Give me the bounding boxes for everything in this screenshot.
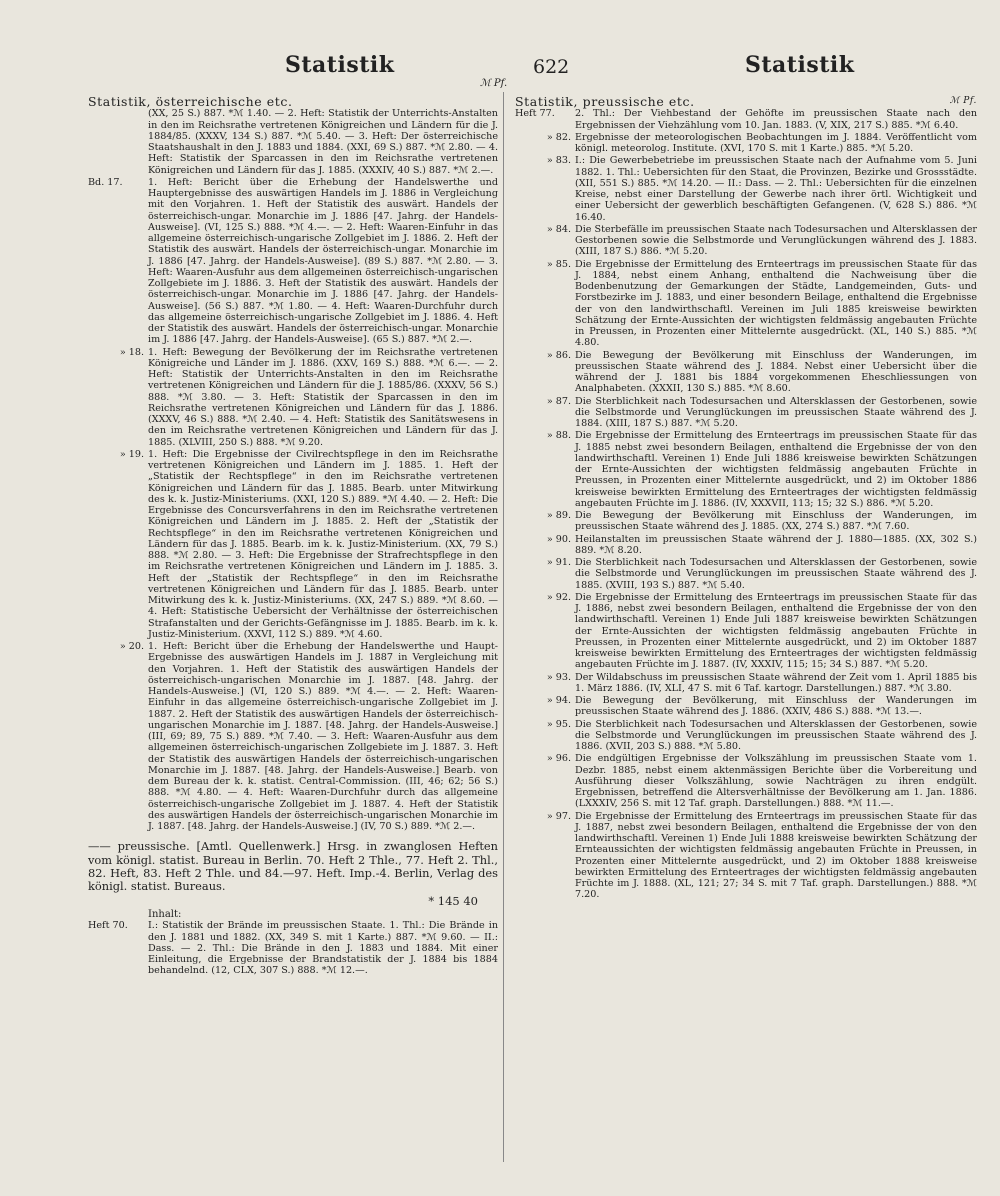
entry-text: Heilanstalten im preussischen Staate während der J. 1880—1885. (XX, 302 S.) 889. *ℳ 8.20. [575,533,977,556]
entry [515,108,977,131]
entry-text: Die Ergebnisse der Ermittelung des Ernteertrags im preussischen Staate für das J. 1886, nebst zwei besondern Beilagen, enthaltend die Ergebnisse der von den landwirthschaftl. Vereinen 1) Ende Juli 1887 kreisweise bewirkten Schätzungen der Ernte-Aussichten der wichtigsten feldmässig angebauten Früchte in Preussen, in Prozenten einer Mittelernte ausgedrückt, und 2) im Oktober 1887 kreisweise bewirkten Ermittelung des Ernteertrages der wichtigsten feldmässig angebauten Früchte im J. 1887. (IV, XXXIV, 115; 15; 34 S.) 887. *ℳ 5.20. [575,591,977,671]
entry-label: » 97. [546,810,571,822]
right-subheading [515,96,977,107]
entry-label: » 87. [546,395,571,407]
entry-text: (XX, 25 S.) 887. *ℳ 1.40. — 2. Heft: Statistik der Unterrichts-Anstalten in den im Reichsrathe vertretenen Königreichen und Ländern für die J. 1884/85. (XXXV, 134 S.) 887. *ℳ 5.40. — 3. Heft: Der österreichische Staatshaushalt in den J. 1883 und 1884. (XXI, 69 S.) 887. *ℳ 2.80. — 4. Heft: Statistik der Sparcassen in den im Reichsrathe vertretenen Königreichen und Ländern für das J. 1885. (XXXIV, 40 S.) 887. *ℳ 2.—. [148,108,498,176]
entry-label: » 88. [546,430,571,442]
entry [88,641,498,832]
entry-label: » 85. [546,258,571,270]
entry [515,811,977,901]
entry-label: » 89. [546,510,571,521]
running-head-left: Statistik [285,52,395,78]
entry [515,592,977,671]
column-divider [503,92,504,1162]
entry [515,224,977,258]
entry-text: Die Bewegung der Bevölkerung mit Einschluss der Wanderungen, im preussischen Staate während des J. 1884. Nebst einer Uebersicht über die während der J. 1881 bis 1884 vorgekommenen Eheschliessungen von Analphabeten. (XXXII, 130 S.) 885. *ℳ 8.60. [575,349,977,395]
entry-label: » 86. [546,349,571,361]
entry [515,259,977,349]
entry-text: Die Bewegung der Bevölkerung mit Einschluss der Wanderungen, im preussischen Staate während des J. 1885. (XX, 274 S.) 887. *ℳ 7.60. [575,510,977,533]
entry [515,350,977,395]
entry-label: Heft 77. [515,108,555,120]
entry-label: » 18. [119,346,144,358]
entry-label: » 84. [546,223,571,235]
entry-text: 1. Heft: Die Ergebnisse der Civilrechtspflege in den im Reichsrathe vertretenen Königreichen und Ländern im J. 1885. 1. Heft der „Statistik der Rechtspflege“ in den im Reichsrathe vertretenen Königreichen und Ländern für das J. 1885. Bearb. unter Mitwirkung des k. k. Justiz-Ministeriums. (XXI, 120 S.) 889. *ℳ 4.40. — 2. Heft: Die Ergebnisse des Concursverfahrens in den im Reichsrathe vertretenen Königreichen und Ländern im J. 1885. 2. Heft der „Statistik der Rechtspflege“ in den im Reichsrathe vertretenen Königreichen und Ländern für das J. 1885. Bearb. im k. k. Justiz-Ministerium. (XX, 79 S.) 888. *ℳ 2.80. — 3. Heft: Die Ergebnisse der Strafrechtspflege in den im Reichsrathe vertretenen Königreichen und Ländern im J. 1885. 3. Heft der „Statistik der Rechtspflege“ in den im Reichsrathe vertretenen Königreichen und Ländern für das J. 1885. Bearb. unter Mitwirkung des k. k. Justiz-Ministeriums. (XX, 247 S.) 889. *ℳ 8.60. — 4. Heft: Statistische Uebersicht der Verhältnisse der österreichischen Strafanstalten und der Gerichts-Gefängnisse im J. 1885. Bearb. im k. k. Justiz-Ministerium. (XXVI, 112 S.) 889. *ℳ 4.60. [148,448,498,640]
entry-text: Die Sterblichkeit nach Todesursachen und Altersklassen der Gestorbenen, sowie die Selbstmorde und Verunglückungen im preussischen Staate während des J. 1885. (XVIII, 193 S.) 887. *ℳ 5.40. [575,557,977,591]
entry-label: Bd. 17. [88,176,123,188]
entry-text: Die Sterblichkeit nach Todesursachen und Altersklassen der Gestorbenen, sowie die Selbstmorde und Verunglückungen im preussischen Staate während des J. 1886. (XVII, 203 S.) 888. *ℳ 5.80. [575,718,977,752]
entry-label: » 93. [546,671,571,683]
entry [515,534,977,557]
entry [515,396,977,430]
entry [88,920,498,976]
entry-text: Die Ergebnisse der Ermittelung des Ernteertrags im preussischen Staate für das J. 1887, nebst zwei besondern Beilagen, enthaltend die Ergebnisse der von den landwirthschaftl. Vereinen 1) Ende Juli 1888 kreisweise bewirkten Schätzung der Ernteaussichten der wichtigsten feldmässig angebauten Früchte in Preussen, in Prozenten einer Mittelernte ausgedrückt, und 2) im Oktober 1888 kreisweise bewirkten Ermittelung des Ernteertrages der wichtigsten feldmässig angebauten Früchte im J. 1888. (XL, 121; 27; 34 S. mit 7 Taf. graph. Darstellungen.) 888. *ℳ 7.20. [575,810,977,901]
entry-label: » 20. [119,641,144,652]
entry-text: Die Sterblichkeit nach Todesursachen und Altersklassen der Gestorbenen, sowie die Selbstmorde und Verunglückungen im preussischen Staate während des J. 1884. (XIII, 187 S.) 887. *ℳ 5.20. [575,395,977,429]
entry-text: 2. Thl.: Der Viehbestand der Gehöfte im preussischen Staate nach den Ergebnissen der Viehzählung vom 10. Jan. 1883. (V, XIX, 217 S.) 885. *ℳ 6.40. [575,108,977,131]
running-head-right: Statistik [745,52,855,78]
entry [515,557,977,591]
right-subheading-text: Statistik, preussische etc. [515,94,695,109]
inhalt-label: Inhalt: [148,909,182,921]
entry [515,132,977,155]
entry-text: 1. Heft: Bewegung der Bevölkerung der im Reichsrathe vertretenen Königreiche und Länder im J. 1886. (XXV, 169 S.) 888. *ℳ 6.—. — 2. Heft: Statistik der Unterrichts-Anstalten in den im Reichsrathe vertretenen Königreichen und Ländern für die J. 1885/86. (XXXV, 56 S.) 888. *ℳ 3.80. — 3. Heft: Statistik der Sparcassen in den im Reichsrathe vertretenen Königreichen und Ländern für das J. 1886. (XXXV, 46 S.) 888. *ℳ 2.40. — 4. Heft: Statistik des Sanitätswesens in den im Reichsrathe vertretenen Königreichen und Ländern für das J. 1885. (XLVIII, 250 S.) 888. *ℳ 9.20. [148,346,498,448]
entry-label: » 91. [546,557,571,568]
entry-label: » 94. [546,695,571,706]
left-column [88,96,498,978]
entry [515,155,977,223]
entry-text: Ergebnisse der meteorologischen Beobachtungen im J. 1884. Veröffentlicht vom königl. meteorolog. Institute. (XVI, 170 S. mit 1 Karte.) 885. *ℳ 5.20. [575,131,977,154]
entry-label: » 19. [119,448,144,460]
entry-label: » 92. [546,591,571,603]
entry-text: Die Ergebnisse der Ermittelung des Ernteertrags im preussischen Staate für das J. 1885 nebst zwei besondern Beilagen, enthaltend die Ergebnisse der von den landwirthschaftl. Vereinen 1) Ende Juli 1886 kreisweise bewirkten Schätzungen der Ernte-Aussichten der wichtigsten feldmässig angebauten Früchte in Preussen, in Prozenten einer Mittelernte ausgedrückt, und 2) im Oktober 1886 kreisweise bewirkten Ermittelung des Ernteertrages der wichtigsten feldmässig angebauten Früchte im J. 1886. (IV, XXXVII, 113; 15; 32 S.) 886. *ℳ 5.20. [575,430,977,509]
entry-text: Die endgültigen Ergebnisse der Volkszählung im preussischen Staate vom 1. Dezbr. 1885, nebst einem aktenmässigen Berichte über die Vorbereitung und Ausführung dieser Volkszählung, sowie Nachträgen zu ihren endgült. Ergebnissen, betreffend die Altersverhältnisse der Bevölkerung am 1. Jan. 1886. (LXXXIV, 256 S. mit 12 Taf. graph. Darstellungen.) 888. *ℳ 11.—. [575,753,977,810]
entry-label: » 90. [546,533,571,545]
entry-text: 1. Heft: Bericht über die Erhebung der Handelswerthe und Haupt-Ergebnisse des auswärtigen Handels im J. 1887 in Vergleichung mit den Vorjahren. 1. Heft der Statistik des auswärtigen Handels der österreichisch-ungarischen Monarchie im J. 1887. [48. Jahrg. der Handels-Ausweise.] (VI, 120 S.) 889. *ℳ 4.—. — 2. Heft: Waaren-Einfuhr in das allgemeine österreichisch-ungarische Zollgebiet im J. 1887. 2. Heft der Statistik des auswärtigen Handels der österreichisch-ungarischen Monarchie im J. 1887. [48. Jahrg. der Handels-Ausweise.] (III, 69; 89, 75 S.) 889. *ℳ 7.40. — 3. Heft: Waaren-Ausfuhr aus dem allgemeinen österreichisch-ungarischen Zollgebiete im J. 1887. 3. Heft der Statistik des auswärtigen Handels der österreichisch-ungarischen Monarchie im J. 1887. [48. Jahrg. der Handels-Ausweise.] Bearb. von dem Bureau der k. k. statist. Central-Commission. (III, 46; 62; 56 S.) 888. *ℳ 4.80. — 4. Heft: Waaren-Durchfuhr durch das allgemeine österreichisch-ungarische Zollgebiet im J. 1887. 4. Heft der Statistik des auswärtigen Handels der österreichisch-ungarischen Monarchie im J. 1887. [48. Jahrg. der Handels-Ausweise.] (IV, 70 S.) 889. *ℳ 2.—. [148,641,498,832]
entry-label: » 95. [546,718,571,730]
entry [88,177,498,346]
entry-label: Heft 70. [88,920,128,932]
entry-text: Die Bewegung der Bevölkerung, mit Einschluss der Wanderungen im preussischen Staate während des J. 1886. (XXIV, 486 S.) 888. *ℳ 13.—. [575,695,977,718]
currency-label-mid: ℳ Pf. [480,78,508,89]
entry-text: Die Sterbefälle im preussischen Staate nach Todesursachen und Altersklassen der Gestorbenen sowie die Selbstmorde und Verunglückungen während des J. 1883. (XIII, 187 S.) 886. *ℳ 5.20. [575,223,977,258]
currency-label-right: ℳ Pf. [949,96,977,106]
page-number: 622 [533,56,570,78]
entry [88,347,498,448]
entry [88,449,498,640]
left-subheading: Statistik, österreichische etc. [88,94,293,109]
entry [515,672,977,695]
entry [515,719,977,753]
entry-text: I.: Statistik der Brände im preussischen Staate. 1. Thl.: Die Brände in den J. 1881 und 1882. (XX, 349 S. mit 1 Karte.) 887. *ℳ 9.60. — II.: Dass. — 2. Thl.: Die Brände in den J. 1883 und 1884. Mit einer Einleitung, die Ergebnisse der Brandstatistik der J. 1884 bis 1884 behandelnd. (12, CLX, 307 S.) 888. *ℳ 12.—. [148,920,498,977]
entry-label: » 83. [546,155,571,167]
preussische-heading-entry: —— preussische. [Amtl. Quellenwerk.] Hrsg. in zwanglosen Heften vom königl. statist. Bureau in Berlin. 70. Heft 2 Thle., 77. Heft 2. Thl., 82. Heft, 83. Heft 2 Thle. und 84.—97. Heft. Imp.-4. Berlin, Verlag des königl. statist. Bureaus. [88,839,498,894]
entry [515,695,977,718]
price: * 145 40 [428,893,478,908]
right-column [515,96,977,902]
entry-text: 1. Heft: Bericht über die Erhebung der Handelswerthe und Hauptergebnisse des auswärtigen Handels im J. 1886 in Vergleichung mit den Vorjahren. 1. Heft der Statistik des auswärt. Handels der österreichisch-ungar. Monarchie im J. 1886 [47. Jahrg. der Handels-Ausweise]. (VI, 125 S.) 888. *ℳ 4.—. — 2. Heft: Waaren-Einfuhr in das allgemeine österreichisch-ungarische Zollgebiet im J. 1886. 2. Heft der Statistik des auswärt. Handels der österreichisch-ungar. Monarchie im J. 1886 [47. Jahrg. der Handels-Ausweise]. (89 S.) 887. *ℳ 2.80. — 3. Heft: Waaren-Ausfuhr aus dem allgemeinen österreichisch-ungarischen Zollgebiete im J. 1886. 3. Heft der Statistik des auswärt. Handels der österreichisch-ungar. Monarchie im J. 1886 [47. Jahrg. der Handels-Ausweise]. (56 S.) 887. *ℳ 1.80. — 4. Heft: Waaren-Durchfuhr durch das allgemeine österreichisch-ungarische Zollgebiet im J. 1886. 4. Heft der Statistik des auswärt. Handels der österreichisch-ungar. Monarchie im J. 1886 [47. Jahrg. der Handels-Ausweise]. (65 S.) 887. *ℳ 2.—. [148,176,498,346]
entry [515,430,977,509]
entry [88,108,498,176]
entry-text: Der Wildabschuss im preussischen Staate während der Zeit vom 1. April 1885 bis 1. März 1886. (IV, XLI, 47 S. mit 6 Taf. kartogr. Darstellungen.) 887. *ℳ 3.80. [575,671,977,694]
entry-label: » 96. [546,753,571,765]
entry [515,753,977,809]
entry-text: Die Ergebnisse der Ermittelung des Ernteertrags im preussischen Staate für das J. 1884, nebst einem Anhang, enthaltend die Nachweisung über die Bodenbenutzung der Gemarkungen der Städte, Landgemeinden, Guts- und Forstbezirke im J. 1883, und einer besondern Beilage, enthaltend die Ergebnisse der von den landwirthschaftl. Vereinen im Juli 1885 kreisweise bewirkten Schätzung der Ernte-Aussichten der wichtigsten feldmässig angebauten Früchte in Preussen, in Prozenten einer Mittelernte ausgedrückt. (XL, 140 S.) 885. *ℳ 4.80. [575,258,977,349]
entry-text: I.: Die Gewerbebetriebe im preussischen Staate nach der Aufnahme vom 5. Juni 1882. 1. Thl.: Uebersichten für den Staat, die Provinzen, Bezirke und Grossstädte. (XII, 551 S.) 885. *ℳ 14.20. — II.: Dass. — 2. Thl.: Uebersichten für die einzelnen Kreise, nebst einer Darstellung der Gewerbe nach ihrer örtl. Wichtigkeit und einer Uebersicht der gewerblich beschäftigten Gefangenen. (V, 628 S.) 886. *ℳ 16.40. [575,155,977,223]
entry-label: » 82. [546,131,571,143]
entry [515,510,977,533]
